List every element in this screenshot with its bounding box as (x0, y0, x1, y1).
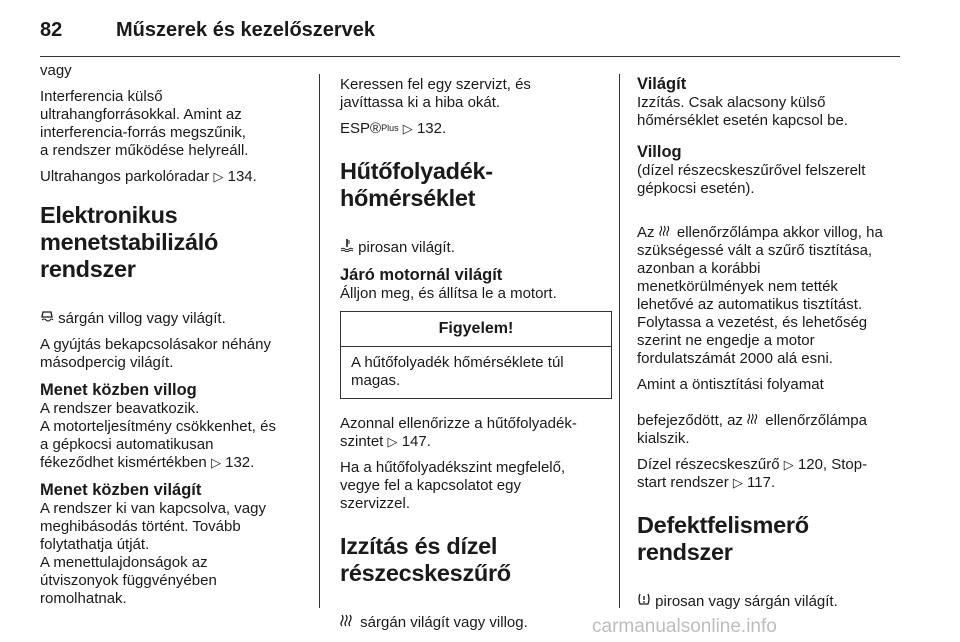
paragraph: A rendszer beavatkozik. A motorteljesítmény csökkenhet, és a gépkocsi automatikusan fékeződhet kismértékben ▷ 132. (40, 400, 276, 471)
paragraph: Dízel részecskeszűrő ▷ 120, Stop- start rendszer ▷ 117. (637, 456, 868, 491)
column-divider-2 (619, 74, 620, 608)
page-header (0, 0, 960, 58)
column-2 (340, 76, 612, 640)
page-title: Műszerek és kezelőszervek (116, 19, 376, 41)
paragraph: Az ellenőrzőlámpa akkor villog, ha szükségessé vált a szűrő tisztítása, azonban a korábbi menetkörülmények nem tették lehetővé az automatikus tisztítást. Folytassa a vezetést, és lehetőség szerint ne engedje a motor fordulatszámát 2000 alá esni. (637, 206, 907, 368)
page-ref-arrow-icon: ▷ (732, 475, 743, 490)
warning-title: Figyelem! (341, 312, 611, 347)
page-reference: 134. (227, 168, 257, 185)
paragraph: Álljon meg, és állítsa le a motort. (340, 285, 557, 302)
paragraph: Amint a öntisztítási folyamat befejeződött, az ellenőrzőlámpa kialszik. (637, 376, 867, 447)
glow-plug-icon (659, 206, 673, 242)
paragraph: Azonnal ellenőrizze a hűtőfolyadék- szintet ▷ 147. (340, 415, 577, 450)
page-ref-arrow-icon: ▷ (783, 457, 794, 472)
paragraph: Izzítás. Csak alacsony külső hőmérséklet esetén kapcsol be. (637, 94, 848, 129)
section-heading-esp: Elektronikus menetstabilizáló rendszer (40, 202, 219, 282)
paragraph: ESP®$^{Plus}$ ▷ 132. (340, 120, 447, 137)
page-number: 82 (40, 19, 63, 41)
paragraph: sárgán világít vagy villog. (340, 595, 612, 632)
paragraph: vagy (40, 62, 72, 79)
column-3 (637, 74, 907, 619)
glow-plug-icon (340, 595, 356, 632)
paragraph: Ha a hűtőfolyadékszint megfelelő, vegye fel a kapcsolatot egy szervizzel. (340, 459, 566, 512)
paragraph: Interferencia külső ultrahangforrásokkal. Amint az interferencia-forrás megszűnik, a rendszer működése helyreáll. (40, 88, 249, 159)
subheading-flashing: Menet közben villog (40, 381, 197, 399)
column-1 (40, 62, 310, 616)
section-heading-glow: Izzítás és dízel részecskeszűrő (340, 533, 511, 586)
paragraph: Keressen fel egy szervizt, és javíttassa ki a hiba okát. (340, 76, 531, 111)
tire-pressure-icon (637, 574, 651, 611)
paragraph: pirosan világít. (340, 220, 612, 257)
warning-box (340, 311, 612, 399)
subheading-lit: Világít (637, 75, 687, 93)
coolant-temperature-icon (340, 220, 354, 257)
page-ref-arrow-icon: ▷ (387, 434, 398, 449)
section-heading-coolant: Hűtőfolyadék-hőmérséklet (340, 158, 493, 211)
column-divider-1 (319, 74, 320, 608)
paragraph: A rendszer ki van kapcsolva, vagy meghibásodás történt. Tovább folytathatja útját. A menettulajdonságok az útviszonyok függvényében romolhatnak. (40, 500, 266, 607)
paragraph: Ultrahangos parkolóradar ▷ 134. (40, 168, 257, 185)
esp-icon (40, 291, 54, 328)
page-ref-arrow-icon: ▷ (402, 121, 413, 136)
glow-plug-icon (747, 394, 761, 430)
watermark: carmanualsonline.info (592, 616, 777, 637)
subheading-lit: Menet közben világít (40, 481, 202, 499)
page-ref-arrow-icon: ▷ (213, 169, 224, 184)
paragraph: (dízel részecskeszűrővel felszerelt gépkocsi esetén). (637, 162, 866, 197)
warning-text: A hűtőfolyadék hőmérséklete túl magas. (351, 354, 564, 389)
subheading-engine-running: Járó motornál világít (340, 266, 503, 284)
paragraph: pirosan vagy sárgán világít. (637, 574, 907, 611)
page-ref-arrow-icon: ▷ (210, 455, 221, 470)
section-heading-tpms: Defektfelismerő rendszer (637, 512, 809, 565)
paragraph: sárgán villog vagy világít. (40, 291, 310, 328)
subheading-flashing: Villog (637, 143, 682, 161)
paragraph: A gyújtás bekapcsolásakor néhány másodpercig világít. (40, 336, 271, 371)
header-rule (40, 56, 900, 57)
